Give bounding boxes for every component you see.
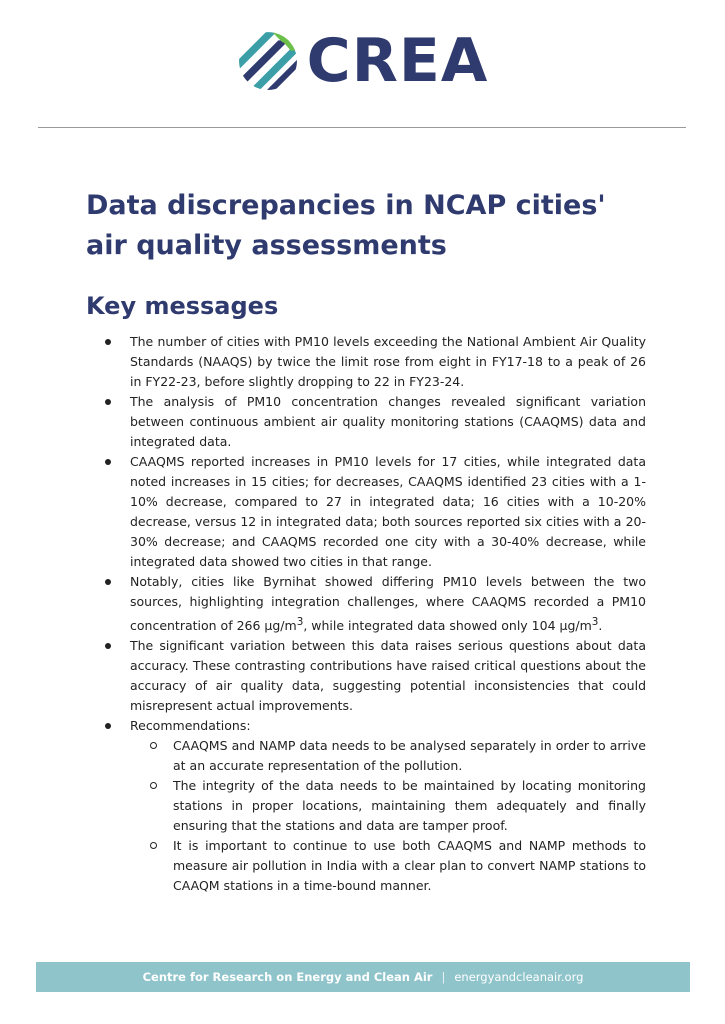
bullet-text-part: Notably, cities like Byrnihat showed differing PM10 levels between the two sources, highlighting integration challenges, where CAAQMS recorded a PM10 concentration of 266 µg/m: [130, 574, 646, 634]
list-item: [130, 836, 646, 896]
footer-separator: |: [441, 970, 446, 984]
sub-bullet-icon: [150, 782, 157, 789]
list-item: [130, 776, 646, 836]
crea-logo: [0, 26, 725, 96]
recommendation-text: The integrity of the data needs to be maintained by locating monitoring stations in proper locations, maintaining them adequately and finally ensuring that the stations and data are tamper proof.: [173, 778, 646, 834]
page-title: Data discrepancies in NCAP cities' air quality assessments: [86, 190, 606, 261]
footer-organization: Centre for Research on Energy and Clean Air: [142, 970, 433, 984]
list-item: [86, 636, 646, 716]
bullet-text: The significant variation between this data raises serious questions about data accuracy. These contrasting contributions have raised critical questions about the accuracy of air quality data, suggesting potential inconsistencies that could misrepresent actual improvements.: [130, 638, 646, 714]
section-heading: Key messages: [86, 292, 279, 320]
list-item: [86, 332, 646, 392]
list-item: [86, 452, 646, 572]
footer-bar: [36, 962, 690, 992]
bullet-icon: [105, 339, 111, 345]
bullet-text: CAAQMS reported increases in PM10 levels for 17 cities, while integrated data noted increases in 15 cities; for decreases, CAAQMS identified 23 cities with a 1-10% decrease, compared to 27 in integrated data; 16 cities with a 10-20% decrease, versus 12 in integrated data; both sources reported six cities with a 20-30% decrease; and CAAQMS recorded one city with a 30-40% decrease, while integrated data showed two cities in that range.: [130, 454, 646, 569]
superscript: 3: [296, 616, 304, 628]
list-item: [130, 736, 646, 776]
recommendations-list: [130, 736, 646, 896]
superscript: 3: [591, 616, 599, 628]
bullet-icon: [105, 643, 111, 649]
bullet-text-part: , while integrated data showed only 104 µg/m: [303, 618, 592, 634]
bullet-icon: [105, 459, 111, 465]
recommendation-text: CAAQMS and NAMP data needs to be analysed separately in order to arrive at an accurate representation of the pollution.: [173, 738, 646, 774]
footer-website-link[interactable]: energyandcleanair.org: [454, 970, 584, 984]
bullet-text: The analysis of PM10 concentration changes revealed significant variation between continuous ambient air quality monitoring stations (CAAQMS) data and integrated data.: [130, 394, 646, 449]
header-divider: [38, 127, 686, 128]
bullet-icon: [105, 399, 111, 405]
bullet-text: The number of cities with PM10 levels exceeding the National Ambient Air Quality Standards (NAAQS) by twice the limit rose from eight in FY17-18 to a peak of 26 in FY22-23, before slightly dropping to 22 in FY23-24.: [130, 334, 646, 389]
list-item: [86, 716, 646, 896]
bullet-icon: [105, 723, 111, 729]
bullet-icon: [105, 579, 111, 585]
bullet-text-part: .: [598, 618, 603, 634]
key-messages-list: [86, 332, 646, 896]
list-item: [86, 392, 646, 452]
sub-bullet-icon: [150, 742, 157, 749]
sub-bullet-icon: [150, 842, 157, 849]
logo-wordmark: CREA: [306, 26, 489, 96]
crea-logo-mark-icon: [237, 30, 299, 92]
list-item: [86, 572, 646, 636]
bullet-text: Recommendations:: [130, 718, 251, 734]
recommendation-text: It is important to continue to use both CAAQMS and NAMP methods to measure air pollution in India with a clear plan to convert NAMP stations to CAAQM stations in a time-bound manner.: [173, 838, 646, 894]
